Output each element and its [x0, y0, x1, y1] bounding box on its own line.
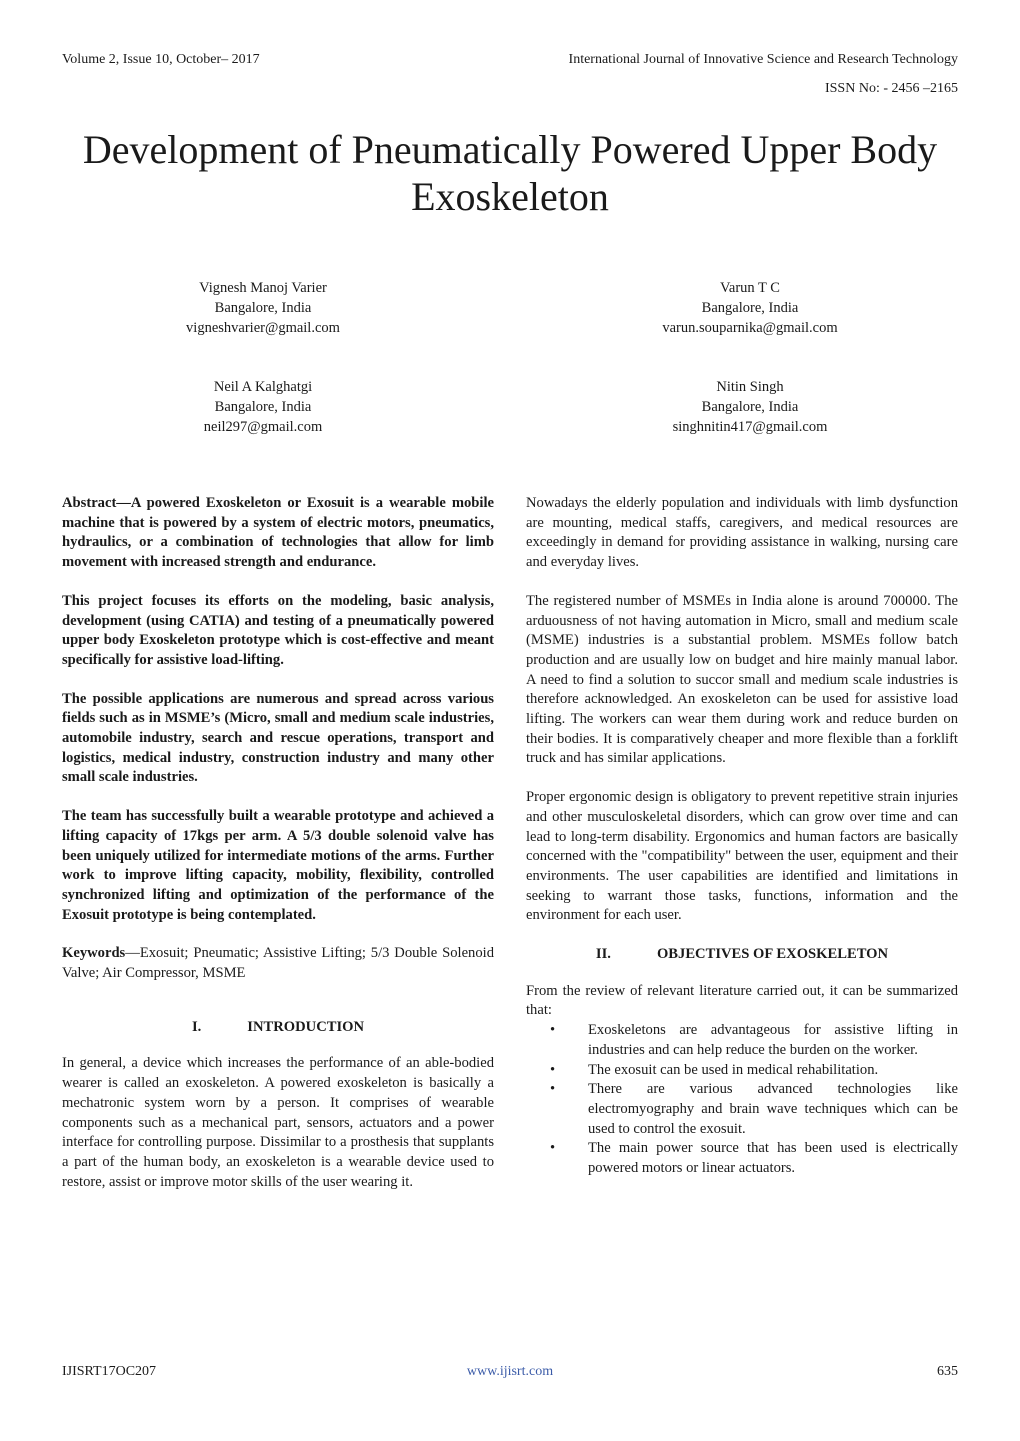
paper-id: IJISRT17OC207: [62, 1364, 157, 1379]
page-number: 635: [937, 1364, 958, 1379]
section-heading-introduction: [62, 1018, 494, 1038]
abstract-paragraph: The possible applications are numerous and spread across various fields such as in MSME’s (Micro, small and medium scale industries, automobile industry, search and rescue operations, transport and logistics, medical industry, construction industry and many other small scale industries.: [62, 690, 494, 786]
author-email: varun.souparnika@gmail.com: [662, 320, 838, 336]
list-item: [526, 1061, 958, 1081]
author-email: singhnitin417@gmail.com: [672, 419, 828, 435]
issn-header: ISSN No: - 2456 –2165: [824, 81, 958, 96]
author-location: Bangalore, India: [701, 300, 799, 316]
body-paragraph: The registered number of MSMEs in India alone is around 700000. The arduousness of not having automation in Micro, small and medium scale (MSME) industries is a substantial problem. MSMEs follow batch production and are usually low on budget and hire mainly manual labor. A need to find a solution to succor small and medium scale industries is therefore acknowledged. An exoskeleton can be used for assistive load lifting. The workers can wear them during work and reduce burden on their bodies. It is comparatively cheaper and more flexible than a forklift truck and has similar applications.: [526, 592, 958, 767]
paper-title: Development of Pneumatically Powered Upper Body Exoskeleton: [82, 127, 938, 219]
list-item-text: The exosuit can be used in medical rehabilitation.: [588, 1061, 879, 1078]
section-heading-objectives: [526, 945, 958, 965]
section-title: INTRODUCTION: [247, 1018, 365, 1035]
objectives-intro: From the review of relevant literature carried out, it can be summarized that:: [526, 982, 958, 1019]
author-email: neil297@gmail.com: [203, 419, 323, 435]
list-item: [526, 1139, 958, 1178]
list-item: [526, 1080, 958, 1139]
author-block: [93, 377, 433, 437]
author-location: Bangalore, India: [214, 399, 312, 415]
author-block: [93, 278, 433, 338]
bullet-icon: •: [550, 1022, 556, 1039]
author-location: Bangalore, India: [214, 300, 312, 316]
author-name: Varun T C: [720, 280, 780, 296]
journal-website-link[interactable]: www.ijisrt.com: [466, 1364, 554, 1379]
author-location: Bangalore, India: [701, 399, 799, 415]
list-item-text: There are various advanced technologies like electromyography and brain wave techniques which can be used to control the exosuit.: [588, 1081, 958, 1137]
list-item: [526, 1021, 958, 1060]
keywords: [62, 944, 494, 983]
keywords-text: —Exosuit; Pneumatic; Assistive Lifting; 5/3 Double Solenoid Valve; Air Compressor, MSME: [62, 945, 494, 982]
objectives-list: [526, 1021, 958, 1179]
body-paragraph: Proper ergonomic design is obligatory to prevent repetitive strain injuries and other musculoskeletal disorders, which can grow over time and can lead to long-term disability. Ergonomics and human factors are basically concerned with the "compatibility" between the user, equipment and their environments. The user capabilities are identified and limitations in seeking to warrant those tasks, functions, information and the environment for each user.: [526, 789, 958, 924]
bullet-icon: •: [550, 1140, 556, 1157]
section-title: OBJECTIVES OF EXOSKELETON: [656, 946, 889, 963]
left-column: [62, 494, 494, 1192]
abstract-paragraph: The team has successfully built a wearable prototype and achieved a lifting capacity of 17kgs per arm. A 5/3 double solenoid valve has been uniquely utilized for intermediate motions of the arms. Further work to improve lifting capacity, mobility, flexibility, controlled synchronized lifting and optimization of the performance of the Exosuit prototype is being contemplated.: [62, 808, 494, 923]
author-name: Vignesh Manoj Varier: [199, 280, 327, 296]
body-paragraph: Nowadays the elderly population and individuals with limb dysfunction are mounting, medical staffs, caregivers, and medical resources are exceedingly in demand for providing assistance in walking, nursing care and everyday lives.: [526, 495, 958, 571]
author-name: Nitin Singh: [716, 379, 784, 395]
section-number: I.: [191, 1018, 202, 1035]
journal-volume-header: Volume 2, Issue 10, October– 2017: [62, 52, 260, 67]
keywords-label: Keywords: [62, 945, 126, 962]
author-block: [580, 377, 920, 437]
abstract-paragraph: This project focuses its efforts on the modeling, basic analysis, development (using CATIA) and testing of a pneumatically powered upper body Exoskeleton prototype which is cost-effective and meant specifically for assistive load-lifting.: [62, 592, 494, 668]
author-email: vigneshvarier@gmail.com: [186, 320, 340, 336]
abstract-paragraph: Abstract—A powered Exoskeleton or Exosuit is a wearable mobile machine that is powered by a system of electric motors, pneumatics, hydraulics, or a combination of technologies that allow for limb movement with increased strength and endurance.: [62, 495, 494, 571]
author-name: Neil A Kalghatgi: [213, 379, 313, 395]
list-item-text: The main power source that has been used is electrically powered motors or linear actuators.: [588, 1140, 958, 1177]
section-number: II.: [595, 946, 611, 963]
list-item-text: Exoskeletons are advantageous for assistive lifting in industries and can help reduce the burden on the worker.: [588, 1022, 958, 1058]
introduction-paragraph: In general, a device which increases the performance of an able-bodied wearer is called an exoskeleton. A powered exoskeleton is basically a mechatronic system worn by a person. It comprises of wearable components such as a mechanical part, sensors, actuators and a power interface for controlling purpose. Dissimilar to a prosthesis that supplants a part of the human body, an exoskeleton is a wearable device used to restore, assist or improve motor skills of the user wearing it.: [62, 1055, 494, 1190]
bullet-icon: •: [550, 1061, 556, 1078]
right-column: [526, 494, 958, 1179]
author-block: [580, 278, 920, 338]
bullet-icon: •: [550, 1081, 556, 1098]
journal-name-header: International Journal of Innovative Science and Research Technology: [568, 52, 958, 67]
